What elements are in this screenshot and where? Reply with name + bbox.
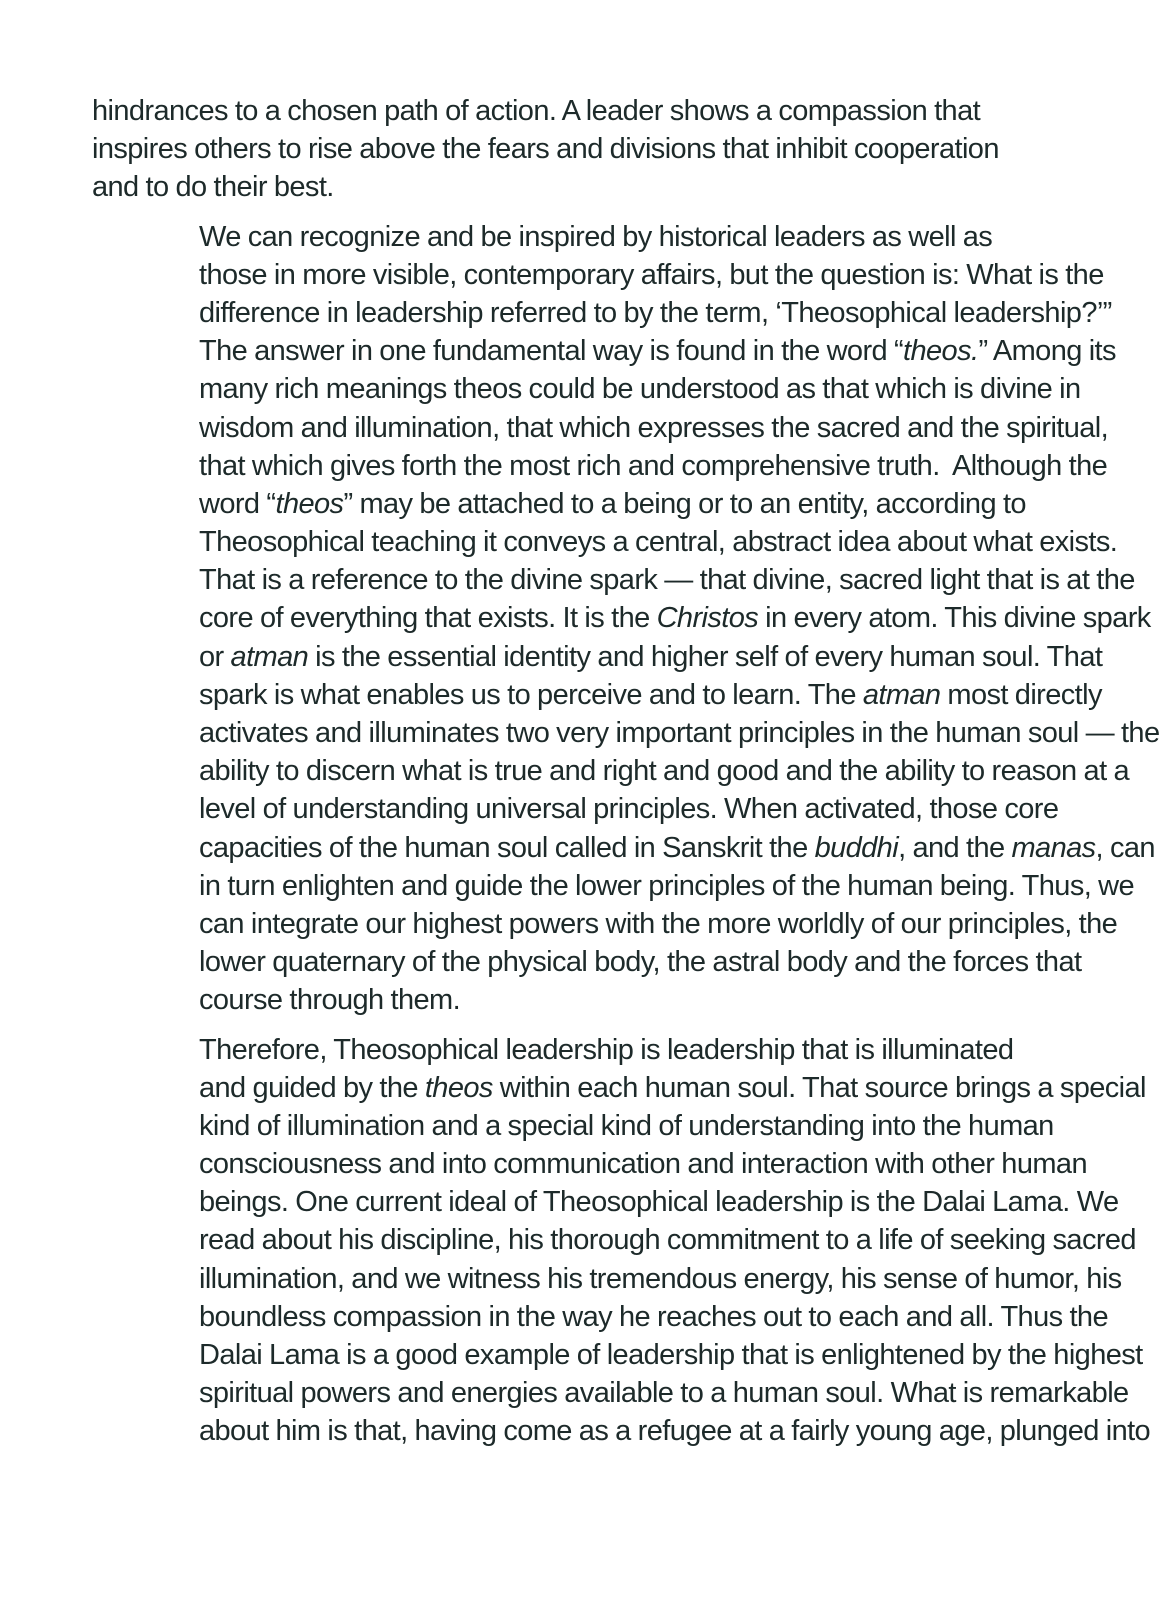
- text-segment: ” may be attached to a being or to an entity, according to: [343, 487, 1026, 520]
- text-line: [92, 92, 1052, 130]
- text-line: [199, 485, 1052, 523]
- text-line: [199, 638, 1103, 676]
- text-segment: and to do their best.: [92, 171, 334, 204]
- text-line: [199, 218, 1052, 256]
- text-line: [199, 981, 1052, 1019]
- text-segment: difference in leadership referred to by the term, ‘Theosophical leadership?’”: [199, 296, 1112, 329]
- paragraph-2: [92, 218, 1159, 1020]
- text-segment: inspires others to rise above the fears and divisions that inhibit cooperation: [92, 133, 999, 166]
- text-segment: ” Among its: [978, 335, 1116, 368]
- text-line: [199, 943, 1082, 981]
- paragraph-3: [92, 1031, 1151, 1451]
- text-segment: boundless compassion in the way he reaches out to each and all. Thus the: [199, 1300, 1108, 1333]
- text-segment: The answer in one fundamental way is found in the word “: [199, 335, 904, 368]
- text-segment: read about his discipline, his thorough commitment to a life of seeking sacred: [199, 1224, 1136, 1257]
- text-segment: and guided by the: [199, 1071, 425, 1104]
- paragraph-1: [92, 92, 1052, 207]
- text-segment: in every atom. This divine spark: [758, 602, 1151, 635]
- text-line: [199, 332, 1116, 370]
- text-line: [199, 1031, 1052, 1069]
- text-line: [199, 447, 1108, 485]
- text-segment: capacities of the human soul called in Sanskrit the: [199, 831, 815, 864]
- text-segment: most directly: [940, 678, 1102, 711]
- text-line: [199, 1412, 1151, 1450]
- text-line: [199, 1374, 1129, 1412]
- text-line: [199, 370, 1081, 408]
- text-line: [199, 905, 1118, 943]
- text-segment: can integrate our highest powers with the more worldly of our principles, the: [199, 907, 1118, 940]
- text-segment: That is a reference to the divine spark — that divine, sacred light that is at the: [199, 564, 1135, 597]
- text-segment: , can: [1095, 831, 1155, 864]
- text-segment: that which gives forth the most rich and comprehensive truth. Although the: [199, 449, 1108, 482]
- text-segment: is the essential identity and higher self of every human soul. That: [308, 640, 1103, 673]
- text-segment: level of understanding universal principles. When activated, those core: [199, 793, 1059, 826]
- document-page: [92, 92, 1159, 1451]
- italic-term: theos: [424, 1071, 493, 1104]
- text-segment: many rich meanings theos could be understood as that which is divine in: [199, 373, 1081, 406]
- text-line: [199, 867, 1135, 905]
- text-segment: core of everything that exists. It is the: [199, 602, 657, 635]
- text-segment: word “: [199, 487, 276, 520]
- text-line: [199, 599, 1151, 637]
- text-line: [199, 1107, 1052, 1145]
- text-segment: lower quaternary of the physical body, the astral body and the forces that: [199, 946, 1082, 979]
- text-line: [199, 1183, 1119, 1221]
- text-line: [199, 561, 1135, 599]
- text-line: [199, 1298, 1108, 1336]
- text-segment: consciousness and into communication and interaction with other human: [199, 1148, 1087, 1181]
- text-line: [199, 523, 1118, 561]
- text-segment: Theosophical teaching it conveys a central, abstract idea about what exists.: [199, 526, 1118, 559]
- text-segment: ability to discern what is true and right and good and the ability to reason at a: [199, 755, 1130, 788]
- italic-term: atman: [862, 678, 941, 711]
- text-line: [199, 714, 1159, 752]
- text-segment: illumination, and we witness his tremendous energy, his sense of humor, his: [199, 1262, 1122, 1295]
- text-segment: We can recognize and be inspired by historical leaders as well as: [199, 220, 993, 253]
- text-line: [199, 829, 1155, 867]
- text-line: [199, 294, 1112, 332]
- text-line: [199, 1145, 1087, 1183]
- text-segment: course through them.: [199, 984, 461, 1017]
- text-line: [199, 790, 1059, 828]
- text-line: [92, 168, 1052, 206]
- italic-term: buddhi: [814, 831, 899, 864]
- text-line: [199, 1069, 1146, 1107]
- text-segment: beings. One current ideal of Theosophical leadership is the Dalai Lama. We: [199, 1186, 1119, 1219]
- text-segment: spark is what enables us to perceive and to learn. The: [199, 678, 863, 711]
- italic-term: atman: [230, 640, 309, 673]
- text-segment: activates and illuminates two very important principles in the human soul — the: [199, 717, 1159, 749]
- text-line: [199, 256, 1104, 294]
- text-segment: about him is that, having come as a refugee at a fairly young age, plunged into: [199, 1415, 1151, 1448]
- italic-term: theos.: [903, 335, 979, 368]
- text-line: [199, 1260, 1122, 1298]
- italic-term: manas: [1011, 831, 1096, 864]
- text-segment: , and the: [898, 831, 1012, 864]
- text-segment: spiritual powers and energies available to a human soul. What is remarkable: [199, 1377, 1129, 1410]
- text-line: [199, 409, 1109, 447]
- text-segment: hindrances to a chosen path of action. A leader shows a compassion that: [92, 95, 981, 127]
- italic-term: theos: [275, 487, 344, 520]
- text-segment: kind of illumination and a special kind of understanding into the human: [199, 1109, 1054, 1142]
- text-segment: in turn enlighten and guide the lower principles of the human being. Thus, we: [199, 869, 1135, 902]
- text-segment: those in more visible, contemporary affairs, but the question is: What is the: [199, 258, 1104, 291]
- text-line: [199, 752, 1130, 790]
- text-segment: Therefore, Theosophical leadership is leadership that is illuminated: [199, 1033, 1014, 1066]
- text-segment: Dalai Lama is a good example of leadership that is enlightened by the highest: [199, 1339, 1143, 1371]
- text-line: [199, 1336, 1143, 1374]
- text-line: [199, 1221, 1136, 1259]
- text-line: [199, 676, 1102, 714]
- text-segment: or: [199, 640, 231, 673]
- text-line: [92, 130, 1052, 168]
- text-segment: within each human soul. That source brings a special: [492, 1071, 1146, 1104]
- italic-term: Christos: [656, 602, 759, 635]
- text-segment: wisdom and illumination, that which expresses the sacred and the spiritual,: [199, 411, 1109, 444]
